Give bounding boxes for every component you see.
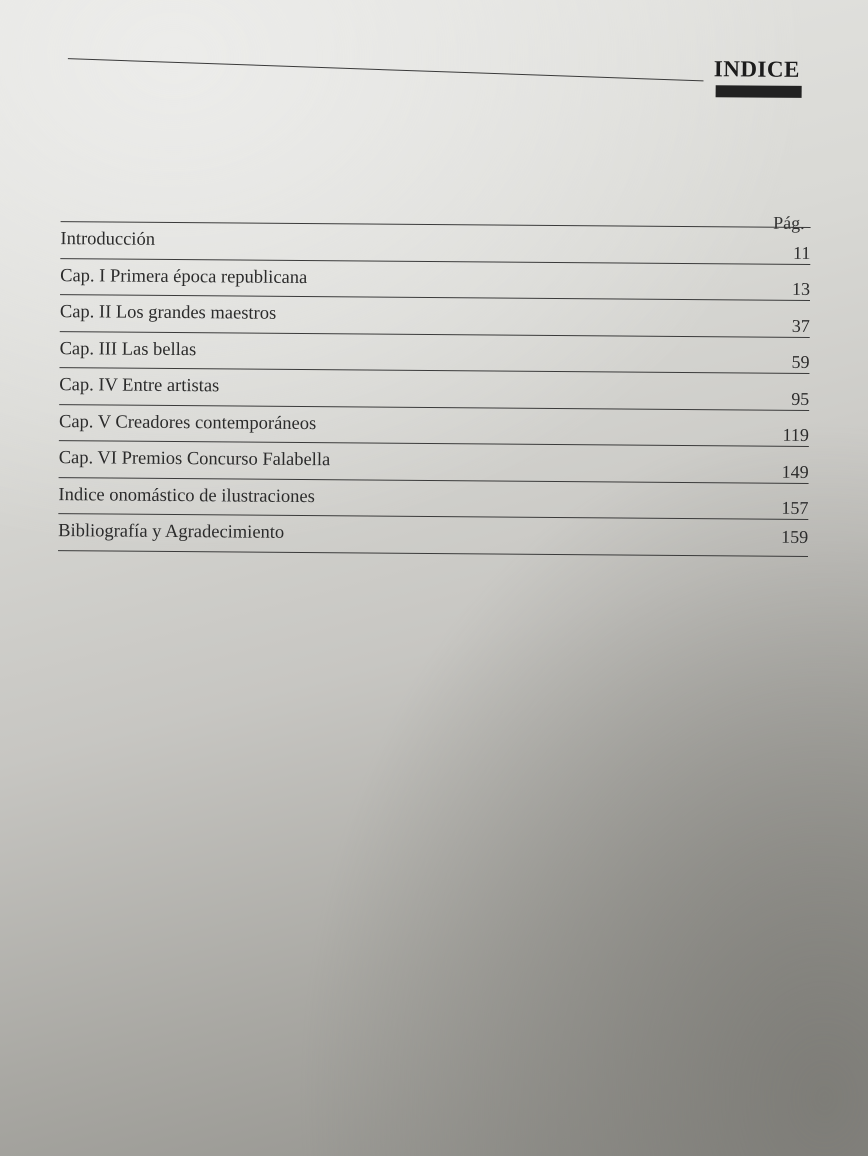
toc-entry-page: 119 [782, 424, 810, 445]
title-underline-bar [716, 85, 802, 98]
toc-entry-label: Indice onomástico de ilustraciones [58, 484, 315, 507]
toc-row-cap-4 [59, 368, 809, 410]
toc-entry-page: 59 [791, 351, 810, 372]
toc-entry-page: 11 [792, 242, 811, 263]
toc-entry-page: 37 [791, 315, 810, 336]
toc-entry-label: Cap. IV Entre artistas [59, 375, 220, 397]
toc-entry-page: 95 [791, 388, 810, 409]
toc-entry-label: Introducción [60, 229, 156, 250]
toc-row-cap-2 [60, 295, 810, 337]
toc-row-cap-3 [59, 332, 809, 374]
toc-list [58, 222, 811, 556]
page-column-label: Pág. [773, 212, 805, 233]
toc-entry-label: Bibliografía y Agradecimiento [58, 521, 285, 543]
table-of-contents [58, 205, 811, 547]
toc-entry-label: Cap. II Los grandes maestros [59, 302, 277, 324]
toc-entry-label: Cap. III Las bellas [59, 338, 197, 360]
toc-row-introduccion [60, 222, 810, 264]
header-rule [68, 58, 704, 81]
toc-entry-page: 13 [792, 278, 811, 299]
toc-entry-page: 157 [781, 497, 809, 518]
toc-entry-label: Cap. VI Premios Concurso Falabella [58, 448, 331, 471]
toc-entry-label: Cap. V Creadores contemporáneos [58, 411, 317, 434]
toc-row-cap-6 [59, 441, 809, 483]
toc-entry-page: 159 [781, 526, 809, 547]
toc-row-cap-5 [59, 405, 809, 447]
toc-entry-label: Cap. I Primera época republicana [60, 265, 308, 288]
toc-row-bibliografia [58, 514, 808, 556]
page-title: INDICE [713, 56, 800, 82]
toc-row-indice-onomastico [58, 478, 808, 520]
toc-row-cap-1 [60, 259, 810, 301]
toc-entry-page: 149 [781, 461, 809, 482]
